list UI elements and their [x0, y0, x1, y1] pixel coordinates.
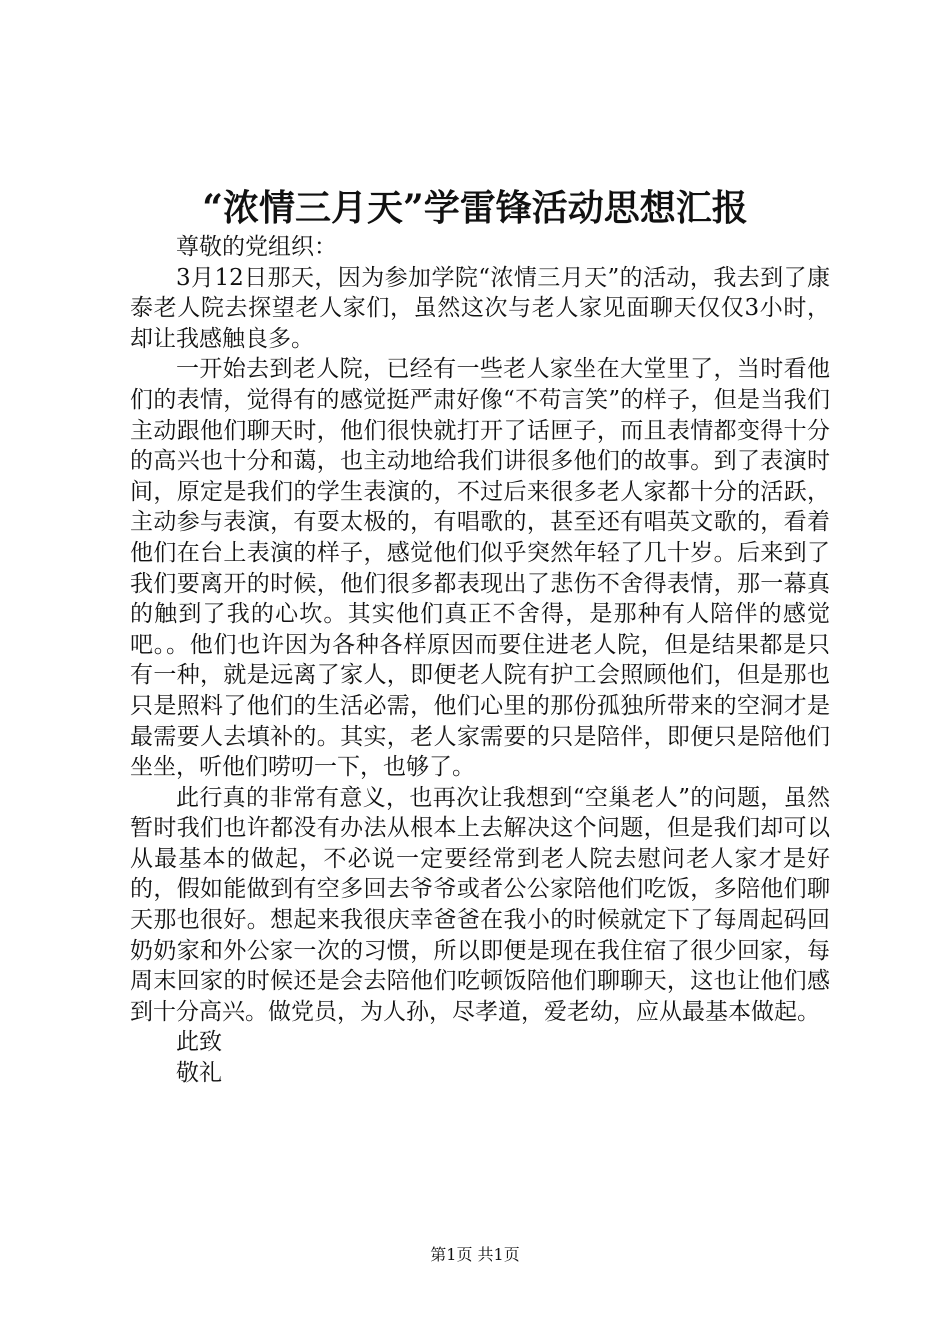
document-title: “浓情三月天”学雷锋活动思想汇报	[202, 187, 748, 229]
page-footer: 第1页 共1页	[430, 1245, 520, 1264]
salutation: 尊敬的党组织：	[176, 234, 337, 260]
paragraph-1: 3月12日那天，因为参加学院“浓情三月天”的活动，我去到了康泰老人院去探望老人家们，虽然这次与老人家见面聊天仅仅3小时，却让我感触良多。	[130, 264, 830, 352]
paragraph-2: 一开始去到老人院，已经有一些老人家坐在大堂里了，当时看他们的表情，觉得有的感觉挺严肃好像“不苟言笑”的样子，但是当我们主动跟他们聊天时，他们很快就打开了话匣子，而且表情都变得十分的高兴也十分和蔼，也主动地给我们讲很多他们的故事。到了表演时间，原定是我们的学生表演的，不过后来很多老人家都十分的活跃，主动参与表演，有耍太极的，有唱歌的，甚至还有唱英文歌的，看着他们在台上表演的样子，感觉他们似乎突然年轻了几十岁。后来到了我们要离开的时候，他们很多都表现出了悲伤不舍得表情，那一幕真的触到了我的心坎。其实他们真正不舍得，是那种有人陪伴的感觉吧。。他们也许因为各种各样原因而要住进老人院，但是结果都是只有一种，就是远离了家人，即便老人院有护工会照顾他们，但是那也只是照料了他们的生活必需，他们心里的那份孤独所带来的空洞才是最需要人去填补的。其实，老人家需要的只是陪伴，即便只是陪他们坐坐，听他们唠叨一下，也够了。	[130, 356, 830, 781]
closing-regards: 此致	[176, 1029, 222, 1056]
paragraph-3: 此行真的非常有意义，也再次让我想到“空巢老人”的问题，虽然暂时我们也许都没有办法从根本上去解决这个问题，但是我们却可以从最基本的做起，不必说一定要经常到老人院去慰问老人家才是好的，假如能做到有空多回去爷爷或者公公家陪他们吃饭，多陪他们聊天那也很好。想起来我很庆幸爸爸在我小的时候就定下了每周起码回奶奶家和外公家一次的习惯，所以即便是现在我住宿了很少回家，每周末回家的时候还是会去陪他们吃顿饭陪他们聊聊天，这也让他们感到十分高兴。做党员，为人孙，尽孝道，爱老幼，应从最基本做起。	[130, 784, 830, 1025]
document-body	[130, 232, 830, 1089]
closing-salute: 敬礼	[176, 1060, 222, 1087]
